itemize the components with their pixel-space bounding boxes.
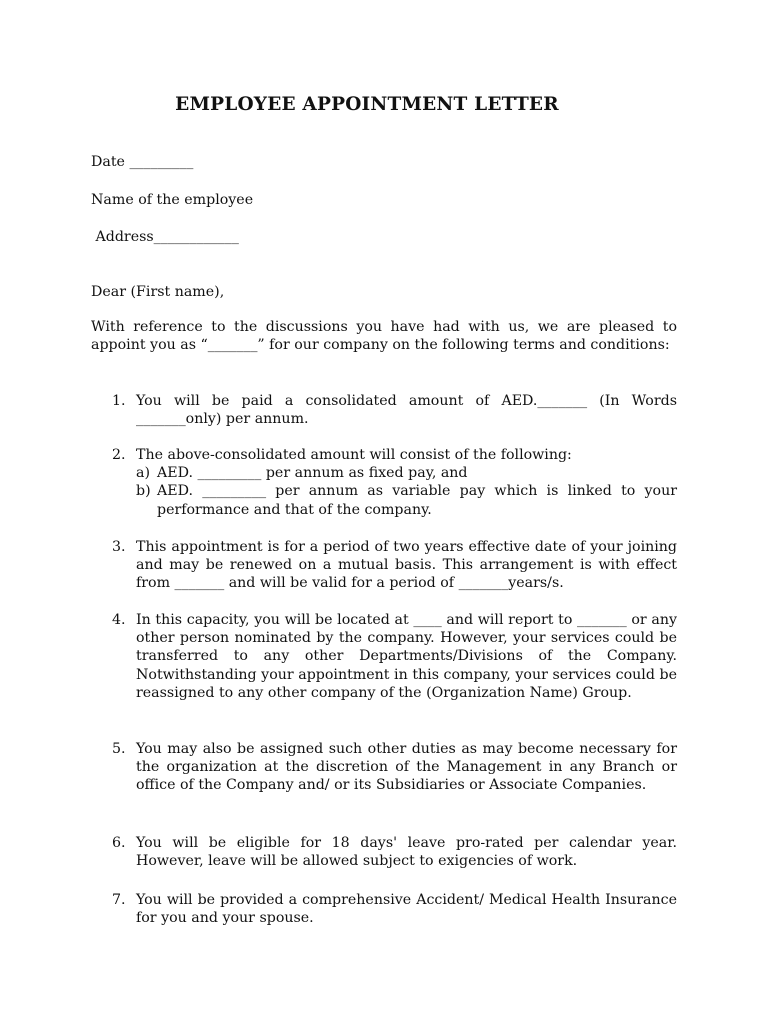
document-title: EMPLOYEE APPOINTMENT LETTER xyxy=(175,94,559,115)
address-line: Address____________ xyxy=(91,229,239,245)
term-number: 1. xyxy=(112,393,126,409)
employee-name-line: Name of the employee xyxy=(91,192,254,208)
sub-item-label: b) xyxy=(136,483,151,500)
sub-item-text: AED. _________ per annum as fixed pay, and xyxy=(157,465,468,482)
term-text: You will be eligible for 18 days' leave pro-rated per calendar year. However, leave will be allowed subject to exigencies of work. xyxy=(136,835,677,870)
term-number: 4. xyxy=(112,612,126,628)
sub-item-b xyxy=(136,482,677,518)
term-item-7 xyxy=(112,891,677,927)
term-text: This appointment is for a period of two years effective date of your joining and may be renewed on a mutual basis. This arrangement is with effect from _______ and will be valid for a period of _______years/s. xyxy=(136,539,677,592)
term-number: 5. xyxy=(112,741,126,757)
term-text: You will be provided a comprehensive Accident/ Medical Health Insurance for you and your spouse. xyxy=(136,892,677,927)
sub-item-label: a) xyxy=(136,465,150,482)
term-number: 6. xyxy=(112,835,126,851)
term-text: You may also be assigned such other duties as may become necessary for the organization at the discretion of the Management in any Branch or office of the Company and/ or its Subsidiaries or Associate Companies. xyxy=(136,741,677,794)
term-item-4 xyxy=(112,611,677,702)
term-text: In this capacity, you will be located at ____ and will report to _______ or any other person nominated by the company. However, your services could be transferred to any other Departments/Divisions of the Company. Notwithstanding your appointment in this company, your services could be reassigned to any other company of the (Organization Name) Group. xyxy=(136,612,677,701)
term-item-1 xyxy=(112,392,677,428)
term-item-5 xyxy=(112,740,677,795)
sub-item-text: AED. _________ per annum as variable pay which is linked to your performance and that of the company. xyxy=(157,483,677,518)
sub-item-a xyxy=(136,464,677,482)
term-item-2 xyxy=(112,446,677,519)
term-number: 3. xyxy=(112,539,126,555)
salutation: Dear (First name), xyxy=(91,284,225,300)
term-item-6 xyxy=(112,834,677,870)
term-item-3 xyxy=(112,538,677,593)
intro-paragraph: With reference to the discussions you have had with us, we are pleased to appoint you as “_______” for our company on the following terms and conditions: xyxy=(91,319,677,354)
date-line: Date _________ xyxy=(91,154,194,170)
term-number: 2. xyxy=(112,447,126,463)
term-text: You will be paid a consolidated amount of AED._______ (In Words _______only) per annum. xyxy=(136,393,677,428)
term-text: The above-consolidated amount will consist of the following: xyxy=(136,447,572,463)
term-number: 7. xyxy=(112,892,126,908)
